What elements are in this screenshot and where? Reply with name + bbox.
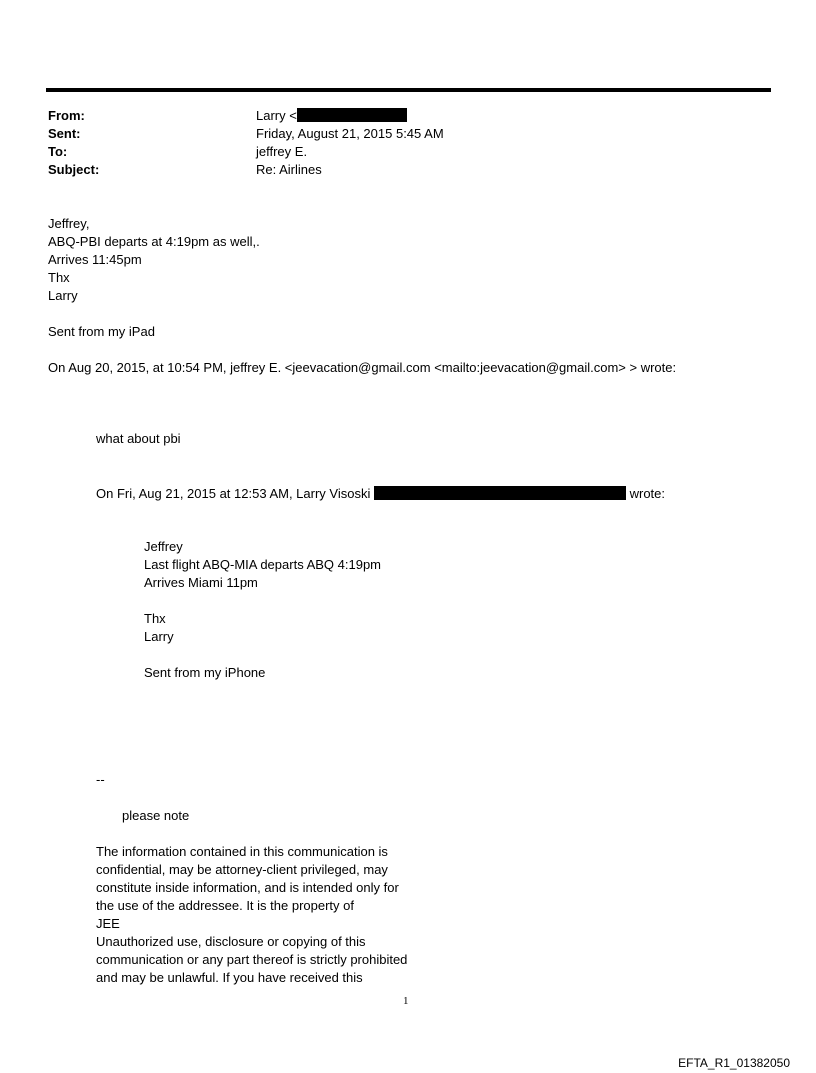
body-line: Thx bbox=[48, 270, 70, 285]
header-divider bbox=[46, 88, 771, 92]
body-line: ABQ-PBI departs at 4:19pm as well,. bbox=[48, 234, 260, 249]
quoted-line: Sent from my iPhone bbox=[144, 665, 266, 680]
body-line: Arrives 11:45pm bbox=[48, 252, 142, 267]
from-value bbox=[256, 107, 407, 125]
redaction-box bbox=[297, 108, 407, 122]
quoted-line: Thx bbox=[144, 611, 166, 626]
disclaimer-line: communication or any part thereof is strictly prohibited bbox=[96, 952, 408, 967]
quoted-line: Last flight ABQ-MIA departs ABQ 4:19pm bbox=[144, 557, 382, 572]
subject-value: Re: Airlines bbox=[256, 162, 322, 177]
body-line: Sent from my iPad bbox=[48, 324, 155, 339]
attribution-suffix: wrote: bbox=[629, 486, 666, 501]
redaction-box bbox=[374, 486, 626, 500]
body-line: Jeffrey, bbox=[48, 216, 90, 231]
signature-dashes: -- bbox=[96, 772, 105, 787]
page-number: 1 bbox=[403, 995, 409, 1007]
please-note: please note bbox=[122, 808, 190, 823]
disclaimer-line: Unauthorized use, disclosure or copying of this bbox=[96, 934, 366, 949]
disclaimer-line: the use of the addressee. It is the property of bbox=[96, 898, 354, 913]
disclaimer-line: and may be unlawful. If you have received this bbox=[96, 970, 363, 985]
quoted-attribution bbox=[96, 485, 665, 503]
disclaimer-line: The information contained in this communication is bbox=[96, 844, 388, 859]
quoted-text: what about pbi bbox=[96, 431, 181, 446]
document-id: EFTA_R1_01382050 bbox=[678, 1056, 790, 1070]
body-line: On Aug 20, 2015, at 10:54 PM, jeffrey E. <jeevacation@gmail.com <mailto:jeevacation@gmail.com> > wrote: bbox=[48, 360, 677, 375]
quoted-line: Larry bbox=[144, 629, 174, 644]
to-label: To: bbox=[48, 144, 68, 159]
from-text: Larry < bbox=[256, 108, 297, 123]
disclaimer-line: confidential, may be attorney-client privileged, may bbox=[96, 862, 388, 877]
subject-label: Subject: bbox=[48, 162, 100, 177]
body-line: Larry bbox=[48, 288, 78, 303]
quoted-line: Arrives Miami 11pm bbox=[144, 575, 258, 590]
disclaimer-line: constitute inside information, and is intended only for bbox=[96, 880, 399, 895]
disclaimer-line: JEE bbox=[96, 916, 120, 931]
to-value: jeffrey E. bbox=[256, 144, 308, 159]
sent-value: Friday, August 21, 2015 5:45 AM bbox=[256, 126, 444, 141]
attribution-prefix: On Fri, Aug 21, 2015 at 12:53 AM, Larry Visoski bbox=[96, 486, 371, 501]
sent-label: Sent: bbox=[48, 126, 81, 141]
from-label: From: bbox=[48, 108, 85, 123]
quoted-line: Jeffrey bbox=[144, 539, 183, 554]
